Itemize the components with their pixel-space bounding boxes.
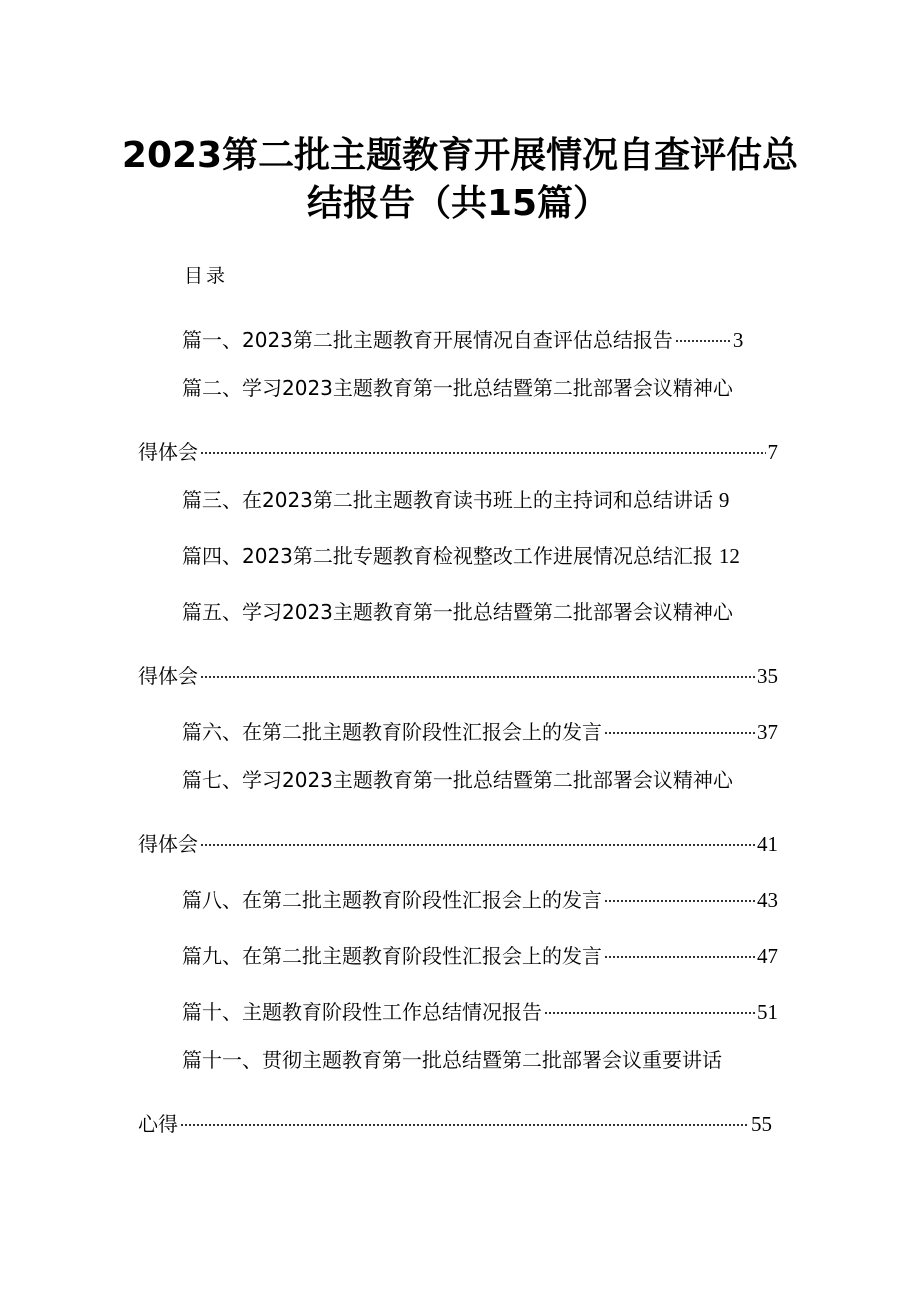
- toc-entry-title: 篇九、在第二批主题教育阶段性汇报会上的发言: [182, 944, 602, 968]
- toc-entry-3[interactable]: [182, 485, 729, 515]
- toc-entry-11-line1[interactable]: 篇十一、贯彻主题教育第一批总结暨第二批部署会议重要讲话: [182, 1048, 722, 1072]
- dot-leader: [675, 317, 731, 347]
- toc-heading: 目录: [184, 265, 229, 287]
- toc-entry-page: 37: [757, 720, 778, 744]
- toc-entry-page: 55: [751, 1112, 772, 1136]
- toc-entry-title: 篇十、主题教育阶段性工作总结情况报告: [182, 1000, 542, 1024]
- toc-entry-page: 9: [718, 488, 730, 512]
- document-title-line2: 结报告（共15篇）: [306, 183, 610, 224]
- toc-entry-title: 得体会: [138, 440, 198, 464]
- dot-leader: [604, 709, 755, 739]
- toc-entry-title: 篇六、在第二批主题教育阶段性汇报会上的发言: [182, 720, 602, 744]
- toc-entry-page: 12: [718, 544, 740, 568]
- dot-leader: [200, 429, 766, 459]
- toc-entry-1[interactable]: [182, 317, 742, 355]
- toc-entry-page: 7: [767, 440, 778, 464]
- dot-leader: [604, 877, 755, 907]
- toc-entry-page: 43: [757, 888, 778, 912]
- document-title-line1: 2023第二批主题教育开展情况自查评估总: [121, 135, 799, 176]
- toc-entry-4[interactable]: [182, 541, 740, 571]
- toc-entry-5-line2[interactable]: [138, 653, 778, 691]
- toc-entry-title: 篇四、2023第二批专题教育检视整改工作进展情况总结汇报: [182, 544, 713, 568]
- toc-entry-11-line2[interactable]: [138, 1101, 772, 1139]
- toc-entry-7-line2[interactable]: [138, 821, 778, 859]
- toc-entry-9[interactable]: [182, 933, 778, 971]
- toc-entry-10[interactable]: [182, 989, 778, 1027]
- toc-entry-page: 41: [757, 832, 778, 856]
- toc-entry-6[interactable]: [182, 709, 778, 747]
- toc-entry-5-line1[interactable]: 篇五、学习2023主题教育第一批总结暨第二批部署会议精神心: [182, 600, 733, 624]
- toc-entry-2-line2[interactable]: [138, 429, 778, 467]
- toc-entry-7-line1[interactable]: 篇七、学习2023主题教育第一批总结暨第二批部署会议精神心: [182, 768, 733, 792]
- toc-entry-8[interactable]: [182, 877, 778, 915]
- toc-entry-title: 得体会: [138, 664, 198, 688]
- toc-entry-page: 47: [757, 944, 778, 968]
- dot-leader: [200, 821, 755, 851]
- toc-entry-title: 篇三、在2023第二批主题教育读书班上的主持词和总结讲话: [182, 488, 713, 512]
- dot-leader: [604, 933, 755, 963]
- toc-entry-title: 篇八、在第二批主题教育阶段性汇报会上的发言: [182, 888, 602, 912]
- toc-entry-page: 35: [757, 664, 778, 688]
- dot-leader: [200, 653, 755, 683]
- dot-leader: [544, 989, 755, 1019]
- toc-entry-title: 得体会: [138, 832, 198, 856]
- toc-entry-2-line1[interactable]: 篇二、学习2023主题教育第一批总结暨第二批部署会议精神心: [182, 376, 733, 400]
- toc-entry-title: 篇一、2023第二批主题教育开展情况自查评估总结报告: [182, 328, 673, 352]
- toc-entry-title: 心得: [138, 1112, 178, 1136]
- dot-leader: [180, 1101, 749, 1131]
- toc-entry-page: 51: [757, 1000, 778, 1024]
- toc-entry-page: 3: [732, 328, 744, 352]
